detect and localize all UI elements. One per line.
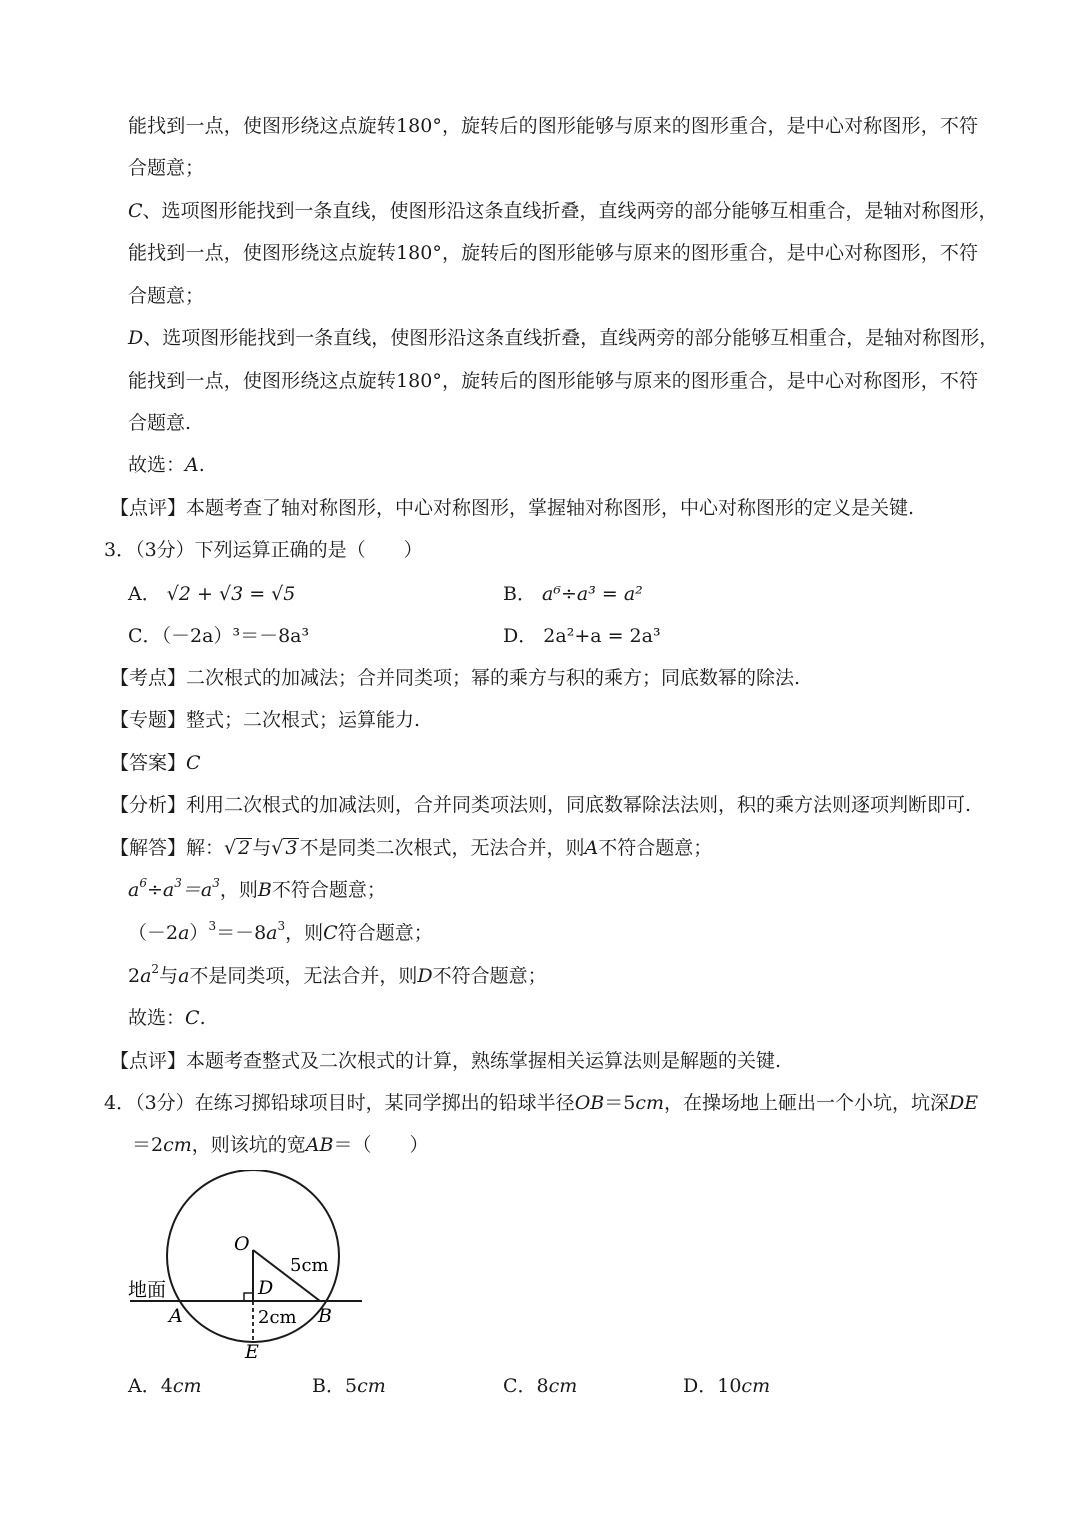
q2-option-c-text: 、选项图形能找到一条直线，使图形沿这条直线折叠，直线两旁的部分能够互相重合，是轴对称图形， bbox=[142, 200, 998, 222]
q3-stem: 3．（3分）下列运算正确的是（ ） bbox=[104, 539, 423, 561]
q2-option-c-end: 合题意； bbox=[128, 285, 205, 307]
q3-answer bbox=[128, 1006, 206, 1030]
q4-option-c-unit: cm bbox=[548, 1375, 578, 1397]
q4-stem2-head: ＝2 bbox=[132, 1134, 164, 1156]
label-depth: 2cm bbox=[258, 1307, 297, 1328]
q4-ob-val: ＝5 bbox=[604, 1092, 636, 1114]
sqrt-2: √ 2 bbox=[224, 837, 251, 859]
label-e: E bbox=[245, 1341, 259, 1363]
q2-option-d-line1 bbox=[128, 326, 999, 350]
q4-figure bbox=[120, 1170, 380, 1370]
q3-answer-suffix: . bbox=[199, 1007, 206, 1029]
q4-option-b-value: 5 bbox=[344, 1375, 358, 1397]
q3-option-c bbox=[128, 624, 309, 648]
q3-answer-letter: C bbox=[185, 1007, 200, 1029]
q4-option-a-label: A． bbox=[128, 1375, 161, 1397]
q4-option-a bbox=[128, 1374, 202, 1398]
q3-step4-d: D bbox=[417, 965, 433, 987]
label-b: B bbox=[318, 1305, 332, 1327]
q3-step3-tail: ，则 bbox=[285, 922, 324, 944]
q4-stem-line1 bbox=[104, 1091, 978, 1115]
q2-option-d-end: 合题意. bbox=[128, 412, 192, 434]
q4-stem2-tail: ，则该坑的宽 bbox=[191, 1134, 306, 1156]
q2-answer-letter: A bbox=[185, 454, 199, 476]
q2-answer-prefix: 故选： bbox=[128, 454, 186, 476]
q4-option-b-label: B． bbox=[312, 1375, 345, 1397]
q4-de: DE bbox=[949, 1092, 979, 1114]
q3-option-a bbox=[128, 582, 295, 606]
q3-jieda-a-tail: 不符合题意； bbox=[598, 837, 713, 859]
q3-option-a-expr: √2 + √3 = √5 bbox=[166, 583, 296, 605]
q3-option-b-label: B． bbox=[503, 583, 536, 605]
q3-option-c-label: C． bbox=[128, 625, 162, 647]
q3-jieda-tail: 不是同类二次根式，无法合并，则 bbox=[299, 837, 585, 859]
q3-option-a-label: A． bbox=[128, 583, 161, 605]
q3-step2-b: B bbox=[257, 879, 272, 901]
q3-step4-mid: 与 bbox=[159, 965, 179, 987]
q2-option-d-letter: D bbox=[128, 327, 144, 349]
q2-option-d-line2: 能找到一点，使图形绕这点旋转180°，旋转后的图形能够与原来的图形重合，是中心对称图形，不符 bbox=[128, 370, 978, 392]
q4-option-d-label: D． bbox=[683, 1375, 718, 1397]
q4-option-c-value: 8 bbox=[536, 1375, 549, 1397]
q3-option-d-label: D． bbox=[503, 625, 538, 647]
q4-stem1: 4．（3分）在练习掷铅球项目时，某同学掷出的铅球半径 bbox=[104, 1092, 575, 1114]
q3-step3 bbox=[128, 921, 433, 945]
q3-step2-end: 不符合题意； bbox=[271, 879, 386, 901]
q3-kaodian: 【考点】二次根式的加减法；合并同类项；幂的乘方与积的乘方；同底数幂的除法. bbox=[110, 667, 801, 689]
q3-jieda-a: A bbox=[584, 837, 599, 859]
q2-option-b-end: 合题意； bbox=[128, 157, 205, 179]
q3-step2-tail: ，则 bbox=[219, 879, 258, 901]
q4-option-a-unit: cm bbox=[172, 1375, 202, 1397]
q3-step2 bbox=[128, 878, 386, 902]
label-radius: 5cm bbox=[290, 1255, 329, 1276]
label-ground: 地面 bbox=[128, 1279, 167, 1301]
q4-stem1-tail: ，在操场地上砸出一个小坑，坑深 bbox=[664, 1092, 950, 1114]
q3-answer-prefix: 故选： bbox=[128, 1007, 186, 1029]
q3-step4-tail: 不是同类项，无法合并，则 bbox=[189, 965, 418, 987]
q2-option-b-continuation: 能找到一点，使图形绕这点旋转180°，旋转后的图形能够与原来的图形重合，是中心对称图形，不符 bbox=[128, 115, 978, 137]
q3-option-c-expr: （－2a）³＝－8a³ bbox=[161, 625, 310, 647]
sqrt-3: √ 3 bbox=[271, 837, 298, 859]
q3-jieda-line1 bbox=[110, 836, 712, 860]
q4-cm1: cm bbox=[635, 1092, 664, 1114]
q3-option-d bbox=[503, 624, 661, 648]
label-d: D bbox=[258, 1277, 274, 1299]
q4-option-b-unit: cm bbox=[357, 1375, 386, 1397]
right-angle-mark bbox=[244, 1293, 253, 1301]
q3-step3-c: C bbox=[323, 922, 338, 944]
q2-option-c-line1 bbox=[128, 199, 998, 223]
q3-step4 bbox=[128, 964, 547, 988]
q4-ob: OB bbox=[574, 1092, 605, 1114]
q4-option-a-value: 4 bbox=[160, 1375, 173, 1397]
q3-jieda-label: 【解答】解： bbox=[110, 837, 225, 859]
label-o: O bbox=[234, 1233, 250, 1255]
q2-option-c-letter: C bbox=[128, 200, 143, 222]
q4-ab: AB bbox=[305, 1134, 334, 1156]
q3-review: 【点评】本题考查整式及二次根式的计算，熟练掌握相关运算法则是解题的关键. bbox=[110, 1050, 782, 1072]
q4-option-c bbox=[503, 1374, 577, 1398]
q3-daan-value: C bbox=[186, 752, 201, 774]
q4-option-b bbox=[312, 1374, 386, 1398]
q3-option-b-expr: a⁶÷a³ = a² bbox=[542, 583, 643, 605]
label-a: A bbox=[169, 1305, 183, 1327]
q3-jieda-mid: 与 bbox=[252, 837, 272, 859]
q3-daan-label: 【答案】 bbox=[110, 752, 187, 774]
q3-step4-expr: $2a^2$ bbox=[128, 962, 160, 987]
q3-step4-a: a bbox=[178, 965, 190, 987]
q3-step3-end: 符合题意； bbox=[337, 922, 433, 944]
q4-option-c-label: C． bbox=[503, 1375, 537, 1397]
q3-fenxi: 【分析】利用二次根式的加减法则，合并同类项法则，同底数幂除法法则，积的乘方法则逐项判断即可. bbox=[110, 794, 972, 816]
q3-step2-expr: $a^6\div a^3=a^3$ bbox=[128, 876, 220, 901]
q4-option-d-unit: cm bbox=[741, 1375, 771, 1397]
q4-stem2-end: ＝（ ） bbox=[333, 1134, 429, 1156]
q2-answer-suffix: . bbox=[198, 454, 205, 476]
q3-step3-expr: $(-2a)^3=-8a^3$ bbox=[128, 919, 286, 944]
q3-daan bbox=[110, 751, 201, 775]
q3-option-b bbox=[503, 582, 643, 606]
q2-answer bbox=[128, 453, 205, 477]
q3-zhuanti: 【专题】整式；二次根式；运算能力. bbox=[110, 709, 421, 731]
q4-option-d bbox=[683, 1374, 770, 1398]
q2-option-c-line2: 能找到一点，使图形绕这点旋转180°，旋转后的图形能够与原来的图形重合，是中心对称图形，不符 bbox=[128, 242, 978, 264]
q2-review: 【点评】本题考查了轴对称图形，中心对称图形，掌握轴对称图形，中心对称图形的定义是关键. bbox=[110, 497, 915, 519]
q3-step4-end: 不符合题意； bbox=[432, 965, 547, 987]
q3-option-d-expr: 2a²+a = 2a³ bbox=[543, 625, 661, 647]
q4-stem-line2 bbox=[132, 1133, 428, 1157]
q2-option-d-text: 、选项图形能找到一条直线，使图形沿这条直线折叠，直线两旁的部分能够互相重合，是轴对称图形， bbox=[143, 327, 999, 349]
q4-cm2: cm bbox=[163, 1134, 192, 1156]
q4-option-d-value: 10 bbox=[717, 1375, 742, 1397]
